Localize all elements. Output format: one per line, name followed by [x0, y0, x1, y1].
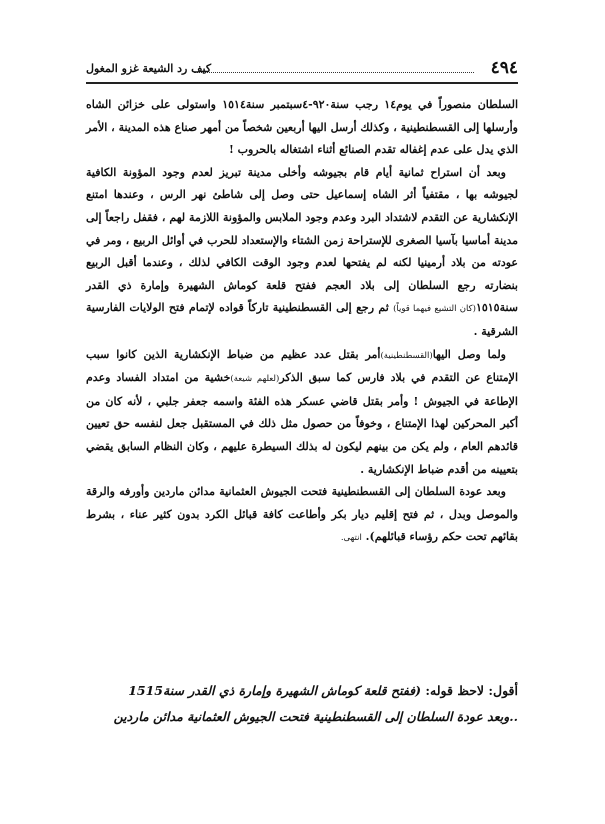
body-text [86, 94, 518, 550]
inline-note: (القسطنطينية) [380, 350, 433, 361]
paragraph-text: ثم رجع إلى القسطنطينية تاركاً قواده لإتمام فتح الولايات الفارسية الشرقية . [86, 301, 518, 338]
running-title: كيف رد الشيعة غزو المغول [86, 62, 212, 75]
commentary-quote [86, 678, 518, 730]
paragraph-text: ولما وصل اليها [432, 347, 506, 361]
quote-lead: أقول: لاحظ قوله: [421, 683, 518, 698]
header-dotted-leader [194, 72, 474, 73]
paragraph-text: السلطان منصوراً في يوم١٤ رجب سنة٩٢٠-٤سبتمبر سنة١٥١٤ واستولى على خزائن الشاه وأرسلها إلى القسطنطينية ، وكذلك أرسل اليها أربعين شخصاً من أمهر صناع هذه المدينة ، الأمر الذي يدل على عدم إغفاله تقدم الصنائع أثناء اشتغاله بالحروب ! [86, 98, 519, 157]
end-marker: انتهى. [340, 533, 362, 544]
quote-line-1 [86, 678, 518, 704]
inline-note: (لعلهم شيعة) [230, 374, 280, 385]
paragraph-text: خشية من امتداد الفساد وعدم الإطاعة في الجيوش ! وأمر بقتل قاضي عسكر هذه الفئة واسمه جعفر جلبي ، لأنه كان من أكبر المحركين لهذا الإمتناع ، وخوفاً من حصول مثل ذلك في المستقبل جعل لنفسه حق تعيين قائدهم العام ، ولم يكن من بينهم ليكون له بذلك السيطرة عليهم ، وكان النظام السابق يقضي بتعيينه من أقدم ضباط الإنكشارية . [86, 371, 518, 476]
paragraph-2 [86, 162, 518, 344]
quote-line-2: ..وبعد عودة السلطان إلى القسطنطينية فتحت الجيوش العثمانية مدائن ماردين [113, 709, 518, 724]
page-number: ٤٩٤ [490, 58, 518, 78]
page-header [86, 58, 518, 84]
paragraph-3 [86, 344, 518, 482]
paragraph-text: وبعد عودة السلطان إلى القسطنطينية فتحت الجيوش العثمانية مدائن ماردين وأورفه والرقة والموصل وبدل ، ثم فتح إقليم ديار بكر وأطاعت كافة قبائل الكرد بدون كثير عناء ، بشرط بقائهم تحت حكم رؤساء قبائلهم). [86, 485, 518, 544]
inline-note: (كان التشيع فيهما قوياً) [393, 304, 476, 315]
paragraph-text: وبعد أن استراح ثمانية أيام قام بجيوشه وأخلى مدينة تبريز لعدم وجود المؤونة الكافية لجيوشه بها ، مقتفياً أثر الشاه إسماعيل حتى وصل إلى شاطئ نهر الرس ، وعندها امتنع الإنكشارية عن التقدم لاشتداد البرد وعدم وجود الملابس والمؤونة اللازمة لهم ، فقفل راجعاً إلى مدينة أماسيا بآسيا الصغرى للإستراحة زمن الشتاء والإستعداد للحرب في أوائل الربيع ، ومر في عودته من بلاد أرمينيا لكنه لم يفتحها لعدم وجود الوقت الكافي لذلك ، وعندما أقبل الربيع بنضارته رجع السلطان إلى بلاد العجم ففتح قلعة كوماش الشهيرة وإمارة ذي القدر سنة١٥١٥ [86, 165, 519, 315]
paragraph-text: أمر بقتل عدد عظيم من ضباط الإنكشارية الذين كانوا سبب الإمتناع عن التقدم في بلاد فارس كما سبق الذكر [86, 347, 519, 385]
paragraph-1 [86, 94, 518, 162]
paragraph-4 [86, 481, 518, 550]
header-rule [86, 82, 518, 84]
quote-text: (ففتح قلعة كوماش الشهيرة وإمارة ذي القدر سنة1515 [128, 683, 422, 698]
